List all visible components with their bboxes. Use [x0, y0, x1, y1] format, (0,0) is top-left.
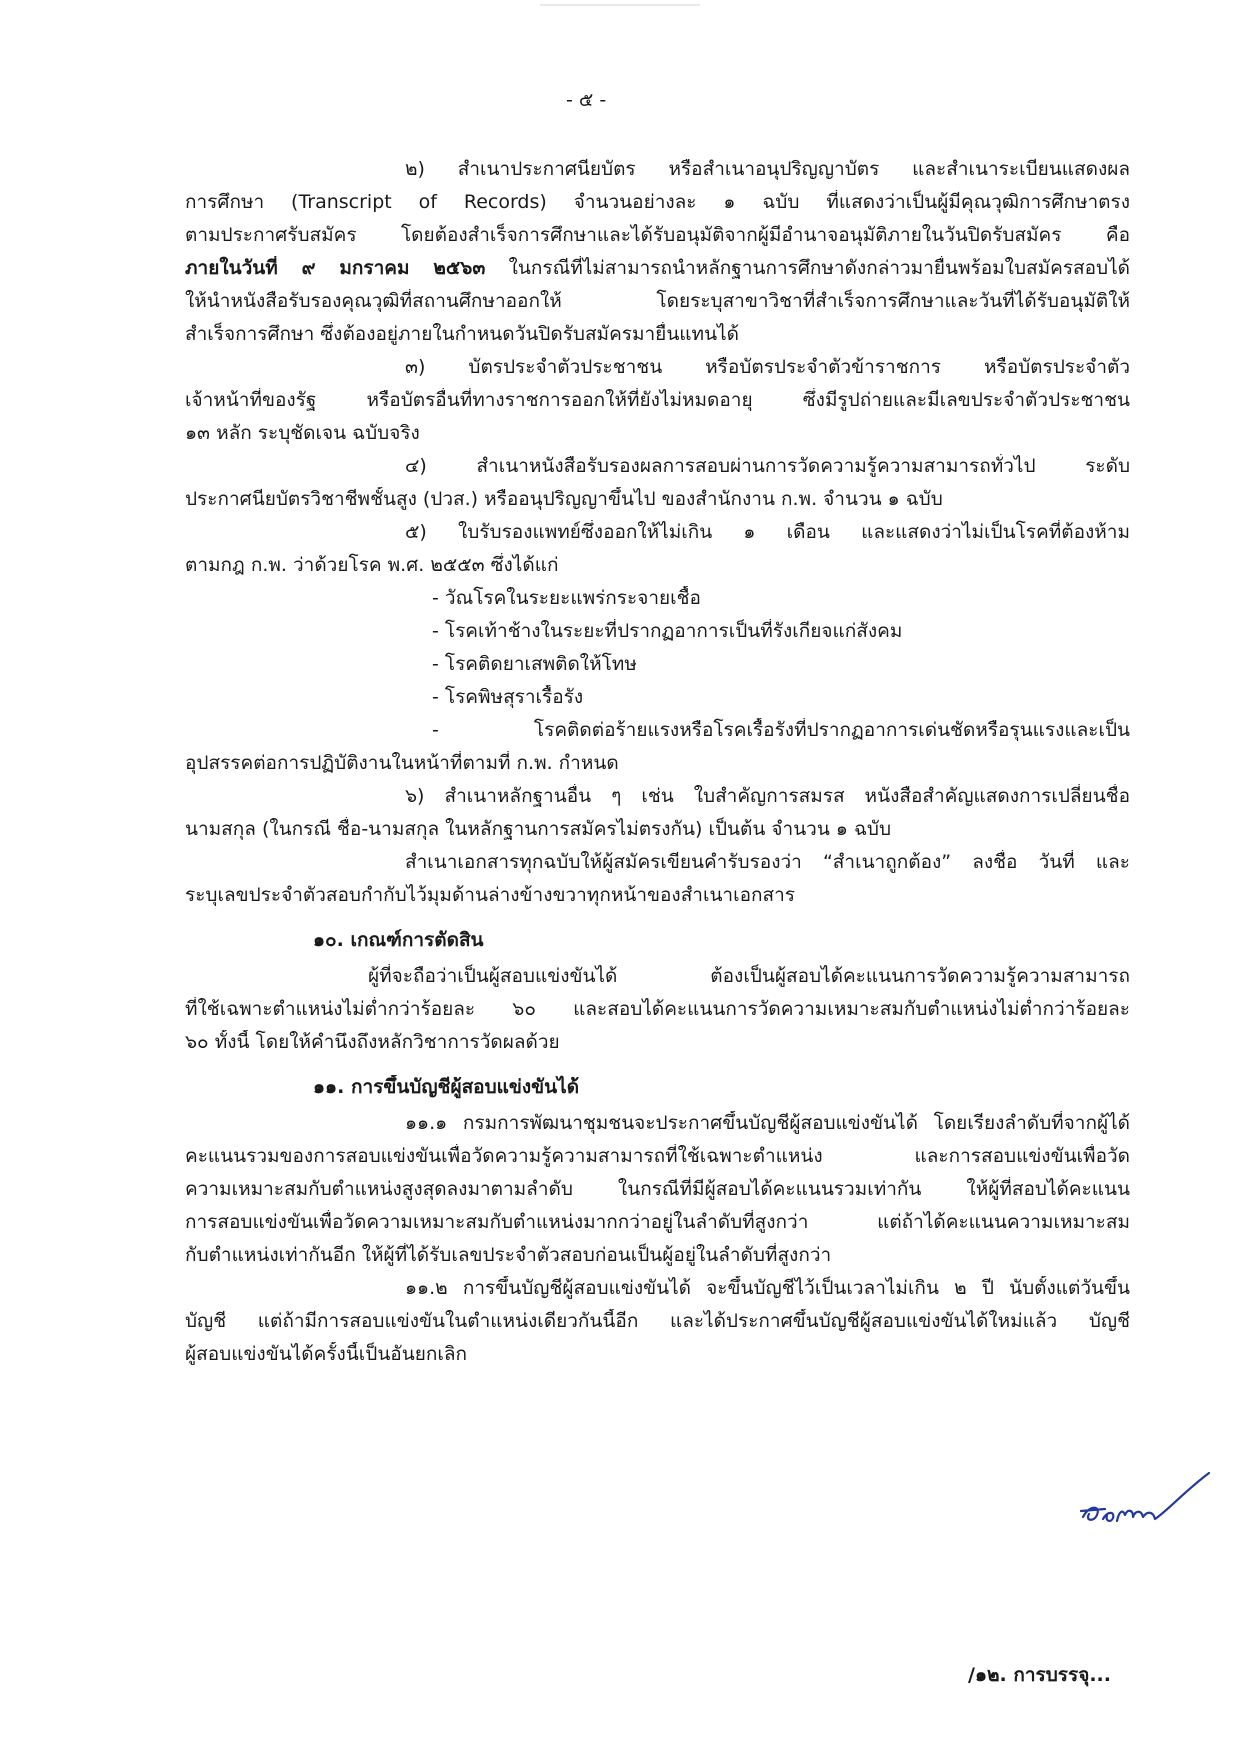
item-6-line-1: ๖) สำเนาหลักฐานอื่น ๆ เช่น ใบสำคัญการสมรส หนังสือสำคัญแสดงการเปลี่ยนชื่อ: [405, 785, 1130, 807]
section-10-heading: ๑๐. เกณฑ์การตัดสิน: [313, 929, 484, 951]
continuation-marker: /๑๒. การบรรจุ...: [968, 1664, 1111, 1686]
page-number: - ๕ -: [566, 89, 607, 111]
section-11-1-line-2: คะแนนรวมของการสอบแข่งขันเพื่อวัดความรู้ความสามารถที่ใช้เฉพาะตำแหน่ง และการสอบแข่งขันเพื่อวัด: [185, 1145, 1130, 1167]
item-5-line-1: ๕) ใบรับรองแพทย์ซึ่งออกให้ไม่เกิน ๑ เดือน และแสดงว่าไม่เป็นโรคที่ต้องห้าม: [405, 521, 1130, 543]
disease-item-last-line-2: อุปสรรคต่อการปฏิบัติงานในหน้าที่ตามที่ ก.พ. กำหนด: [185, 752, 619, 774]
disease-item: - โรคเท้าช้างในระยะที่ปรากฏอาการเป็นที่รังเกียจแก่สังคม: [432, 620, 903, 642]
section-11-1-line-5: กับตำแหน่งเท่ากันอีก ให้ผู้ที่ได้รับเลขประจำตัวสอบก่อนเป็นผู้อยู่ในลำดับที่สูงกว่า: [185, 1244, 832, 1266]
deadline-date: ภายในวันที่ ๙ มกราคม ๒๕๖๓: [185, 257, 486, 279]
section-11-1-line-1: ๑๑.๑ กรมการพัฒนาชุมชนจะประกาศขึ้นบัญชีผู้สอบแข่งขันได้ โดยเรียงลำดับที่จากผู้ได้: [405, 1112, 1130, 1134]
certify-line-2: ระบุเลขประจำตัวสอบกำกับไว้มุมด้านล่างข้างขวาทุกหน้าของสำเนาเอกสาร: [185, 884, 795, 906]
item-2-line-6: สำเร็จการศึกษา ซึ่งต้องอยู่ภายในกำหนดวันปิดรับสมัครมายื่นแทนได้: [185, 323, 739, 345]
item-4-line-2: ประกาศนียบัตรวิชาชีพชั้นสูง (ปวส.) หรืออนุปริญญาขึ้นไป ของสำนักงาน ก.พ. จำนวน ๑ ฉบับ: [185, 488, 943, 510]
item-6-line-2: นามสกุล (ในกรณี ชื่อ-นามสกุล ในหลักฐานการสมัครไม่ตรงกัน) เป็นต้น จำนวน ๑ ฉบับ: [185, 818, 892, 840]
section-11-2-line-2: บัญชี แต่ถ้ามีการสอบแข่งขันในตำแหน่งเดียวกันนี้อีก และได้ประกาศขึ้นบัญชีผู้สอบแข่งขันได้ใหม่แล้ว บัญชี: [185, 1310, 1130, 1332]
certify-line-1: สำเนาเอกสารทุกฉบับให้ผู้สมัครเขียนคำรับรองว่า “สำเนาถูกต้อง” ลงชื่อ วันที่ และ: [405, 851, 1130, 873]
scan-edge-mark: [540, 4, 700, 6]
disease-item: - โรคพิษสุราเรื้อรัง: [432, 686, 584, 708]
item-2-line-4: [185, 256, 1130, 282]
disease-item-last-line-1: - โรคติดต่อร้ายแรงหรือโรคเรื้อรังที่ปรากฏอาการเด่นชัดหรือรุนแรงและเป็น: [432, 719, 1130, 741]
item-2-line-5: ให้นำหนังสือรับรองคุณวุฒิที่สถานศึกษาออกให้ โดยระบุสาขาวิชาที่สำเร็จการศึกษาและวันที่ได้รับอนุมัติให้: [185, 290, 1130, 312]
disease-item: - โรคติดยาเสพติดให้โทษ: [432, 653, 637, 675]
section-11-2-line-1: ๑๑.๒ การขึ้นบัญชีผู้สอบแข่งขันได้ จะขึ้นบัญชีไว้เป็นเวลาไม่เกิน ๒ ปี นับตั้งแต่วันขึ้น: [405, 1277, 1130, 1299]
section-11-heading: ๑๑. การขึ้นบัญชีผู้สอบแข่งขันได้: [313, 1076, 580, 1098]
item-4-line-1: ๔) สำเนาหนังสือรับรองผลการสอบผ่านการวัดความรู้ความสามารถทั่วไป ระดับ: [405, 455, 1130, 477]
item-3-line-3: ๑๓ หลัก ระบุชัดเจน ฉบับจริง: [185, 422, 420, 444]
item-5-line-2: ตามกฎ ก.พ. ว่าด้วยโรค พ.ศ. ๒๕๕๓ ซึ่งได้แก่: [185, 554, 559, 576]
item-2-line-2: การศึกษา (Transcript of Records) จำนวนอย่างละ ๑ ฉบับ ที่แสดงว่าเป็นผู้มีคุณวุฒิการศึกษาตรง: [185, 191, 1130, 213]
section-10-line-2: ที่ใช้เฉพาะตำแหน่งไม่ต่ำกว่าร้อยละ ๖๐ และสอบได้คะแนนการวัดความเหมาะสมกับตำแหน่งไม่ต่ำกว่าร้อยละ: [185, 998, 1130, 1020]
section-11-1-line-3: ความเหมาะสมกับตำแหน่งสูงสุดลงมาตามลำดับ ในกรณีที่มีผู้สอบได้คะแนนรวมเท่ากัน ให้ผู้ที่สอบได้คะแนน: [185, 1178, 1130, 1200]
item-2-line-4-rest: ในกรณีที่ไม่สามารถนำหลักฐานการศึกษาดังกล่าวมายื่นพร้อมใบสมัครสอบได้: [485, 257, 1130, 279]
disease-item: - วัณโรคในระยะแพร่กระจายเชื้อ: [432, 587, 701, 609]
item-3-line-1: ๓) บัตรประจำตัวประชาชน หรือบัตรประจำตัวข้าราชการ หรือบัตรประจำตัว: [405, 356, 1130, 378]
item-2-line-1: ๒) สำเนาประกาศนียบัตร หรือสำเนาอนุปริญญาบัตร และสำเนาระเบียนแสดงผล: [405, 158, 1130, 180]
section-11-1-line-4: การสอบแข่งขันเพื่อวัดความเหมาะสมกับตำแหน่งมากกว่าอยู่ในลำดับที่สูงกว่า แต่ถ้าได้คะแนนความเหมาะสม: [185, 1211, 1130, 1233]
section-11-2-line-3: ผู้สอบแข่งขันได้ครั้งนี้เป็นอันยกเลิก: [185, 1343, 467, 1365]
item-2-line-3: ตามประกาศรับสมัคร โดยต้องสำเร็จการศึกษาและได้รับอนุมัติจากผู้มีอำนาจอนุมัติภายในวันปิดรับสมัคร คือ: [185, 224, 1130, 246]
section-10-line-3: ๖๐ ทั้งนี้ โดยให้คำนึงถึงหลักวิชาการวัดผลด้วย: [185, 1031, 560, 1053]
signature-initials-icon: [1075, 1465, 1215, 1535]
item-3-line-2: เจ้าหน้าที่ของรัฐ หรือบัตรอื่นที่ทางราชการออกให้ที่ยังไม่หมดอายุ ซึ่งมีรูปถ่ายและมีเลขประจำตัวประชาชน: [185, 389, 1130, 411]
section-10-line-1: ผู้ที่จะถือว่าเป็นผู้สอบแข่งขันได้ ต้องเป็นผู้สอบได้คะแนนการวัดความรู้ความสามารถ: [368, 965, 1130, 987]
